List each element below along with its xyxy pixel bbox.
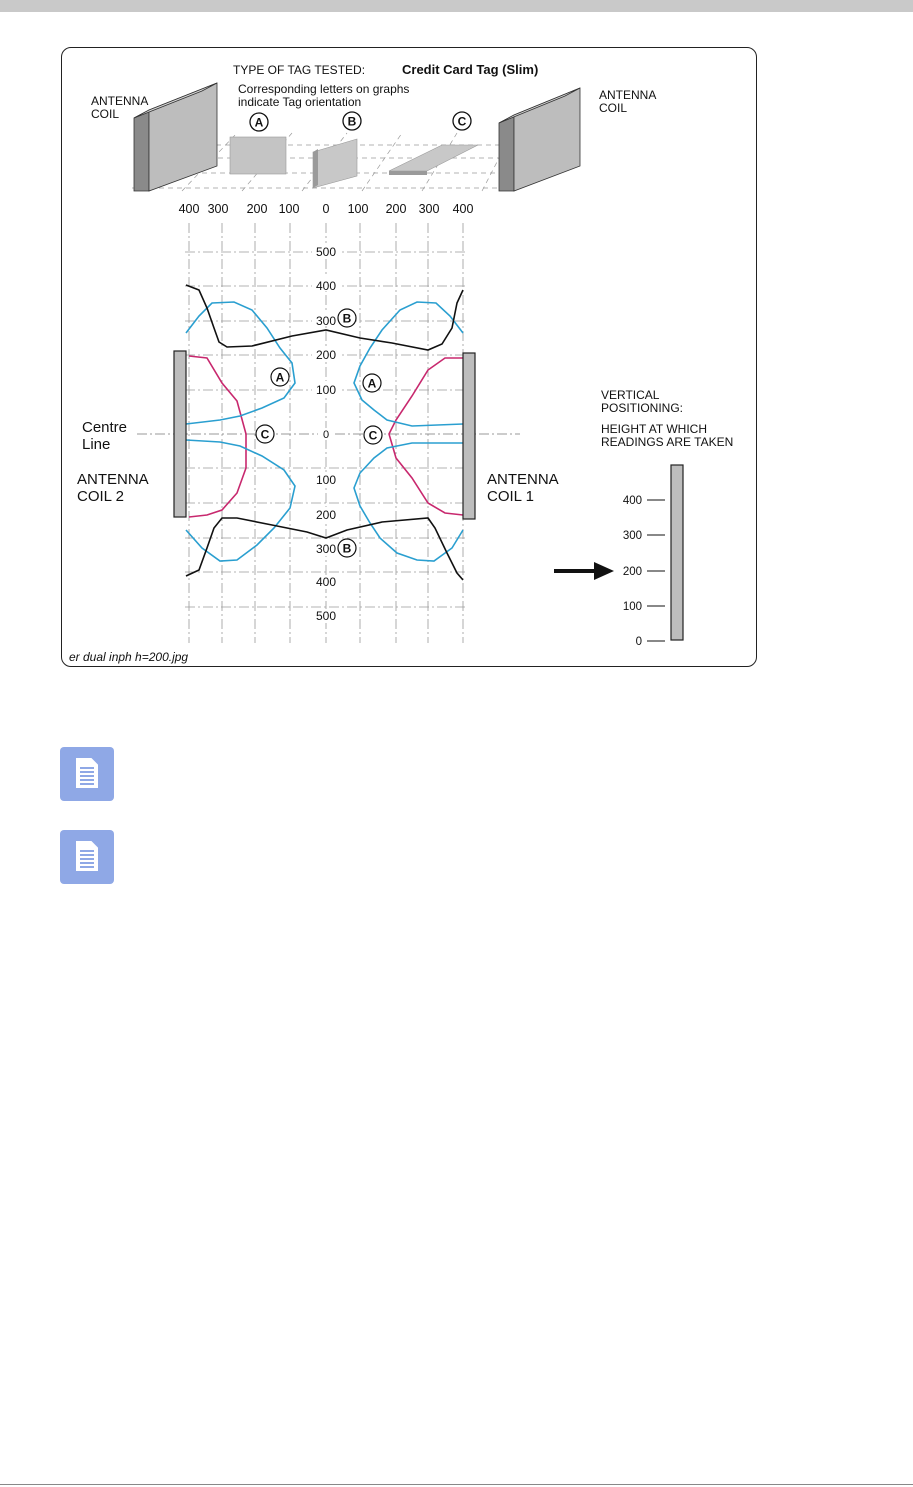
vertical-positioning-sub-2: READINGS ARE TAKEN <box>601 435 734 449</box>
document-icon <box>60 830 114 884</box>
svg-text:B: B <box>342 541 352 556</box>
height-scale-labels <box>623 495 642 648</box>
y-tick-label: 500 <box>315 609 337 623</box>
selected-height-arrow <box>554 562 614 580</box>
coil-2-label-line1: ANTENNA <box>77 471 149 488</box>
curve-letter-marker-a <box>271 368 289 386</box>
height-tick-label: 300 <box>622 530 642 542</box>
y-tick-label: 100 <box>315 383 337 397</box>
curve-letter-marker-b <box>338 309 356 327</box>
x-tick-label: 100 <box>278 202 300 216</box>
height-scale-bar <box>671 465 683 640</box>
orientation-note-line1: Corresponding letters on graphs <box>238 82 410 96</box>
tag-type-label: TYPE OF TAG TESTED: <box>233 63 366 77</box>
svg-text:C: C <box>260 427 270 442</box>
coil-1-label-line1: ANTENNA <box>487 471 559 488</box>
centre-line-label-2: Line <box>82 436 111 453</box>
x-tick-label: 400 <box>452 202 474 216</box>
tag-type-value: Credit Card Tag (Slim) <box>402 62 539 77</box>
y-tick-label: 200 <box>315 508 337 522</box>
y-tick-label: 400 <box>315 575 337 589</box>
curve-letter-marker-c <box>256 425 274 443</box>
document-icon <box>60 747 114 801</box>
centre-line-label-1: Centre <box>82 419 128 436</box>
page-header-bar <box>0 0 913 12</box>
x-tick-label: 0 <box>322 202 330 216</box>
orientation-letter-b <box>343 112 361 130</box>
x-tick-label: 100 <box>347 202 369 216</box>
svg-text:B: B <box>342 311 352 326</box>
svg-text:A: A <box>367 376 377 391</box>
x-tick-label: 200 <box>246 202 268 216</box>
svg-text:A: A <box>254 115 264 130</box>
svg-text:C: C <box>457 114 467 129</box>
page-footer-rule <box>0 1484 913 1485</box>
height-tick-label: 0 <box>635 636 642 648</box>
svg-text:C: C <box>368 428 378 443</box>
y-tick-label: 100 <box>315 473 337 487</box>
height-scale-ticks <box>647 500 665 641</box>
read-range-figure <box>61 47 757 667</box>
orientation-letter-c <box>453 112 471 130</box>
y-tick-label-zero: 0 <box>322 429 330 441</box>
tag-orientation-a-shape <box>230 137 286 174</box>
x-tick-label: 200 <box>385 202 407 216</box>
tag-orientation-b-shape <box>313 139 357 188</box>
vertical-positioning-sub-1: HEIGHT AT WHICH <box>601 422 708 436</box>
coil-1-label-line2: COIL 1 <box>487 488 534 505</box>
coil-2-label-line2: COIL 2 <box>77 488 124 505</box>
orientation-note-line2: indicate Tag orientation <box>238 95 362 109</box>
figure-filename-caption: er dual inph h=200.jpg <box>69 650 189 664</box>
read-range-diagram <box>62 48 758 668</box>
curve-letter-marker-a <box>363 374 381 392</box>
x-tick-label: 300 <box>207 202 229 216</box>
y-tick-label: 400 <box>315 279 337 293</box>
curve-letter-marker-c <box>364 426 382 444</box>
x-axis-tick-labels <box>179 202 474 216</box>
x-tick-label: 300 <box>418 202 440 216</box>
vertical-positioning-title-2: POSITIONING: <box>601 401 684 415</box>
y-tick-label: 300 <box>315 542 337 556</box>
right-coil-label-line2: COIL <box>599 101 628 115</box>
orientation-letter-a <box>250 113 268 131</box>
right-coil-label-line1: ANTENNA <box>599 88 657 102</box>
vertical-positioning-title-1: VERTICAL <box>601 388 660 402</box>
x-tick-label: 400 <box>178 202 200 216</box>
y-tick-label: 500 <box>315 245 337 259</box>
antenna-coil-2-bar <box>174 351 186 517</box>
height-tick-label: 400 <box>622 495 642 507</box>
left-coil-label-line1: ANTENNA <box>91 94 149 108</box>
svg-text:A: A <box>275 370 285 385</box>
height-tick-label: 200 <box>622 566 642 578</box>
curve-letter-marker-b <box>338 539 356 557</box>
antenna-coil-1-bar <box>463 353 475 519</box>
height-tick-label: 100 <box>622 601 642 613</box>
y-tick-label: 200 <box>315 348 337 362</box>
right-antenna-coil-3d <box>499 88 580 191</box>
left-coil-label-line2: COIL <box>91 107 120 121</box>
y-tick-label: 300 <box>315 314 337 328</box>
svg-text:B: B <box>347 114 357 129</box>
